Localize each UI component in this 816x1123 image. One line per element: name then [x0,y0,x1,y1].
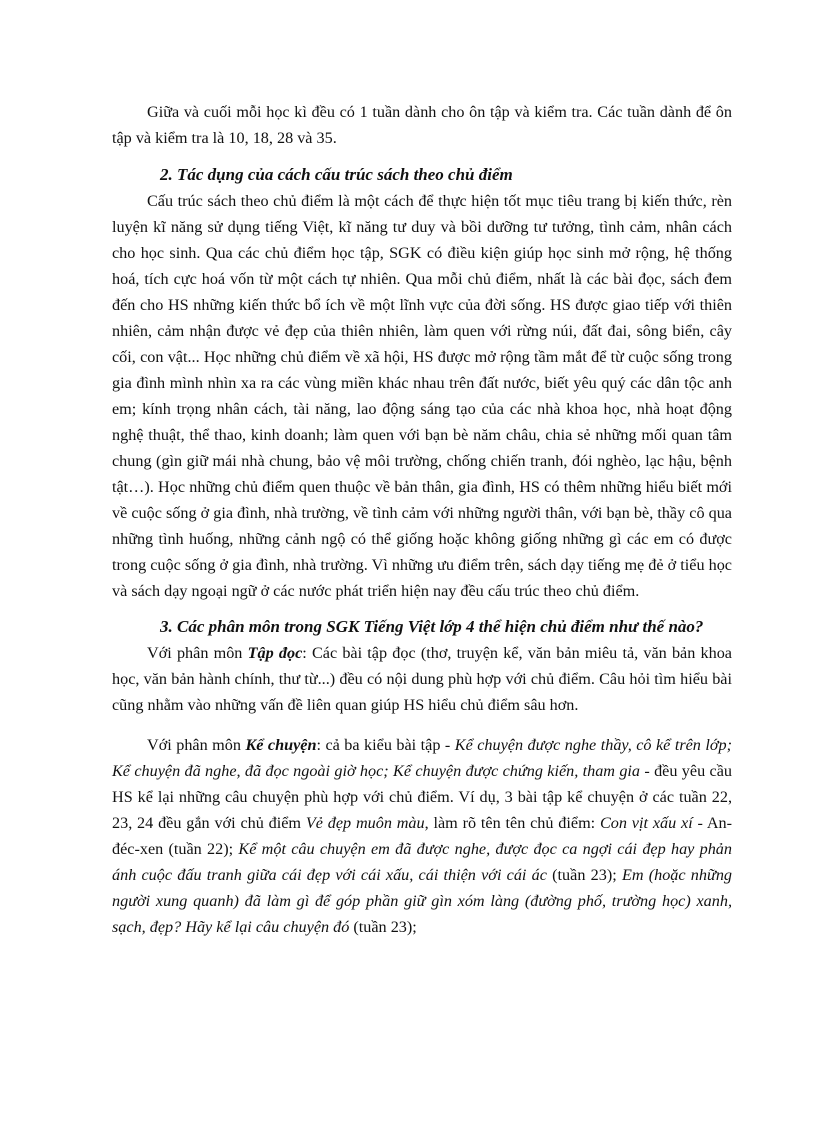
paragraph-review-weeks: Giữa và cuối mỗi học kì đều có 1 tuần dành cho ôn tập và kiểm tra. Các tuần dành để ôn tập và kiểm tra là 10, 18, 28 và 35. [112,103,732,147]
text-run: Với phân môn [147,736,246,754]
document-page [112,99,732,940]
text-run: : Các bài tập đọc (thơ, truyện kể, văn bản miêu tả, văn bản khoa học, văn bản hành chính, thư từ...) đều có nội dung phù hợp với chủ điểm. Câu hỏi tìm hiểu bài cũng nhằm vào những vấn đề liên quan giúp HS hiểu chủ điểm sâu hơn. [112,644,732,714]
paragraph-ke-chuyen [112,732,732,940]
italic-run: Con vịt xấu xí [600,814,693,832]
term-tap-doc: Tập đọc [247,644,303,662]
text-run: Với phân môn [147,644,248,662]
italic-run: Vẻ đẹp muôn màu [305,814,425,832]
heading-section-2: 2. Tác dụng của cách cấu trúc sách theo chủ điểm [160,165,513,184]
italic-run: Em (hoặc những người xung quanh) đã làm gì để góp phần giữ gìn xóm làng (đường phố, trường học) xanh, sạch, đẹp? Hãy kể lại câu chuyện đó [112,866,733,936]
text-run: - đều yêu cầu HS kể lại những câu chuyện phù hợp với chủ điểm. Ví dụ, 3 bài tập kể chuyện ở các tuần 22, 23, 24 đều gắn với chủ điểm [112,762,732,832]
heading-section-3: 3. Các phân môn trong SGK Tiếng Việt lớp 4 thể hiện chủ điểm như thế nào? [160,617,704,636]
paragraph-structure-effects: Cấu trúc sách theo chủ điểm là một cách để thực hiện tốt mục tiêu trang bị kiến thức, rèn luyện kĩ năng sử dụng tiếng Việt, kĩ năng tư duy và bồi dưỡng tư tưởng, tình cảm, nhân cách cho học sinh. Qua các chủ điểm học tập, SGK có điều kiện giúp học sinh mở rộng, hệ thống hoá, tích cực hoá vốn từ một cách tự nhiên. Qua mỗi chủ điểm, nhất là các bài đọc, sách đem đến cho HS những kiến thức bổ ích về một lĩnh vực của đời sống. HS được giao tiếp với thiên nhiên, cảm nhận được vẻ đẹp của thiên nhiên, làm quen với rừng núi, đất đai, sông biển, cây cối, con vật... Học những chủ điểm về xã hội, HS được mở rộng tầm mắt để từ cuộc sống trong gia đình mình nhìn xa ra các vùng miền khác nhau trên đất nước, biết yêu quý các dân tộc anh em; kính trọng nhân cách, tài năng, lao động sáng tạo của các nhà khoa học, nhà hoạt động nghệ thuật, thể thao, kinh doanh; làm quen với bạn bè năm châu, chia sẻ những mối quan tâm chung (gìn giữ mái nhà chung, bảo vệ môi trường, chống chiến tranh, đói nghèo, lạc hậu, bệnh tật…). Học những chủ điểm quen thuộc về bản thân, gia đình, HS có thêm những hiểu biết mới về cuộc sống ở gia đình, nhà trường, về tình cảm với những người thân, với bạn bè, thầy cô qua những tình huống, những cảnh ngộ có thể giống hoặc không giống những gì các em có được trong cuộc sống ở gia đình, nhà trường. Vì những ưu điểm trên, sách dạy tiếng mẹ đẻ ở tiểu học và sách dạy ngoại ngữ ở các nước phát triển hiện nay đều cấu trúc theo chủ điểm. [112,192,732,600]
text-run: : cả ba kiểu bài tập - [316,736,455,754]
text-run: (tuần 23); [349,918,417,936]
text-run: , làm rõ tên tên chủ điểm: [424,814,600,832]
paragraph-tap-doc [112,640,732,718]
text-run: (tuần 23); [546,866,622,884]
italic-run: Kể chuyện được nghe thầy, cô kể trên lớp; Kể chuyện đã nghe, đã đọc ngoài giờ học; Kể chuyện được chứng kiến, tham gia [112,736,733,780]
italic-run: Kể một câu chuyện em đã được nghe, được đọc ca ngợi cái đẹp hay phản ánh cuộc đấu tranh giữa cái đẹp với cái xấu, cái thiện với cái ác [112,840,732,884]
text-run: - An-đéc-xen (tuần 22); [112,814,733,858]
term-ke-chuyen: Kể chuyện [245,736,317,754]
